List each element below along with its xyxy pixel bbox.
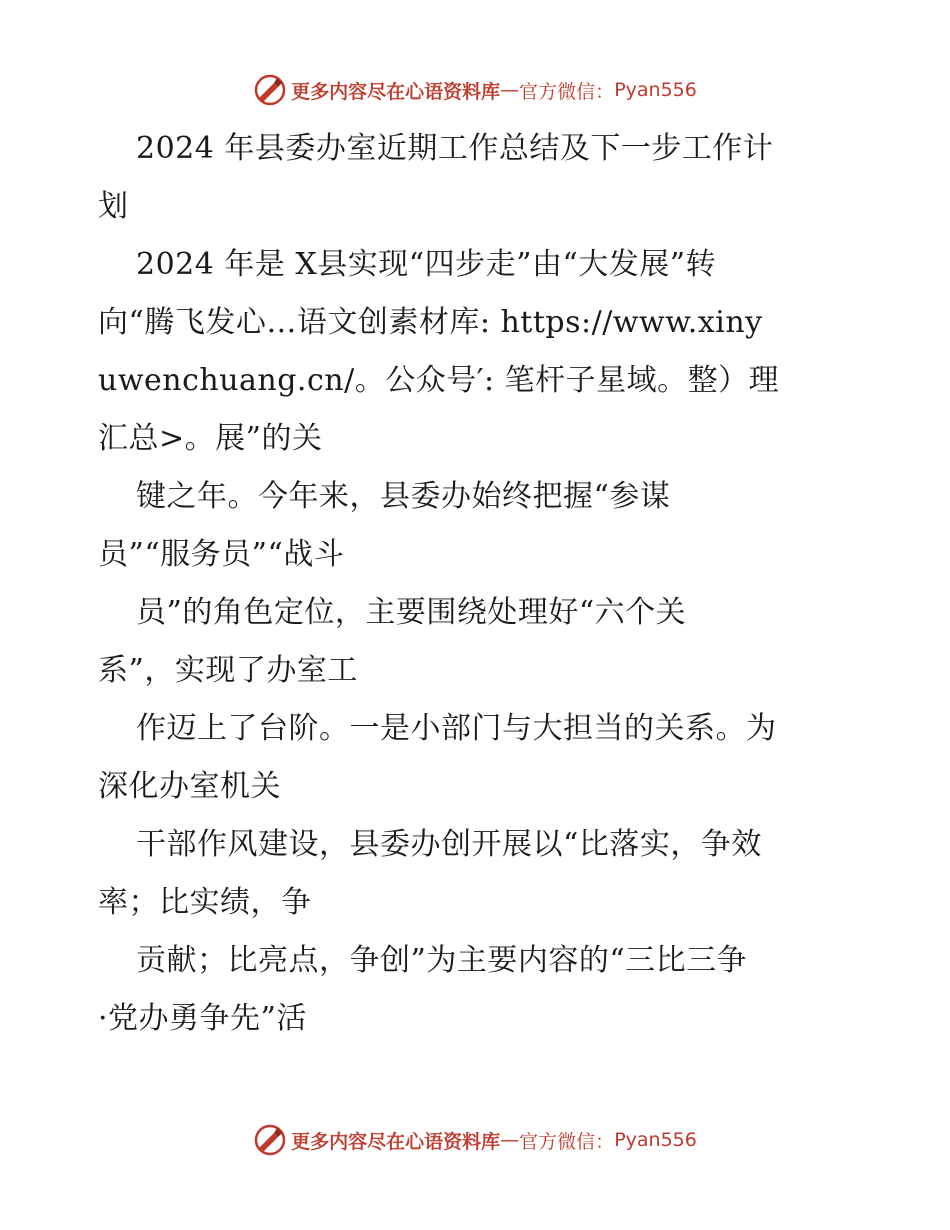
text-line: 员”的角色定位，主要围绕处理好“六个关 (136, 595, 687, 630)
header-banner (0, 70, 950, 110)
text-line: 向“腾飞发心…语文创素材库: https://www.xiny (98, 305, 763, 340)
text-line: 干部作风建设，县委办创开展以“比落实，争效 (136, 827, 762, 862)
pen-circle-icon (253, 1123, 287, 1157)
text-line: ·党办勇争先”活 (98, 1001, 307, 1036)
text-line: 2024 年是 X县实现“四步走”由“大发展”转 (136, 247, 717, 282)
banner-separator: — (500, 79, 520, 101)
footer-banner (0, 1120, 950, 1160)
text-line: 率；比实绩，争 (98, 885, 312, 920)
text-line: 作迈上了台阶。一是小部门与大担当的关系。为 (136, 711, 777, 746)
text-line: 键之年。今年来，县委办始终把握“参谋 (136, 479, 671, 514)
banner-separator: — (500, 1129, 520, 1151)
text-line: uwenchuang.cn/。公众号′: 笔杆子星域。整）理 (98, 363, 780, 398)
text-line: 2024 年县委办室近期工作总结及下一步工作计 (136, 131, 774, 166)
text-line: 员”“服务员”“战斗 (98, 537, 345, 572)
banner-brand: 更多内容尽在心语资料库 (291, 1130, 501, 1153)
text-line: 深化办室机关 (98, 769, 281, 804)
pen-circle-icon (253, 73, 287, 107)
banner-wechat-label: 官方微信： (519, 80, 615, 103)
text-line: 划 (98, 189, 129, 224)
document-body (98, 120, 858, 1048)
text-line: 系”，实现了办室工 (98, 653, 358, 688)
banner-wechat-label: 官方微信： (519, 1130, 615, 1153)
banner-brand: 更多内容尽在心语资料库 (291, 80, 501, 103)
text-line: 贡献；比亮点，争创”为主要内容的“三比三争 (136, 943, 748, 978)
text-line: 汇总>。展”的关 (98, 421, 323, 456)
banner-account: Pyan556 (614, 1129, 697, 1151)
banner-account: Pyan556 (614, 79, 697, 101)
